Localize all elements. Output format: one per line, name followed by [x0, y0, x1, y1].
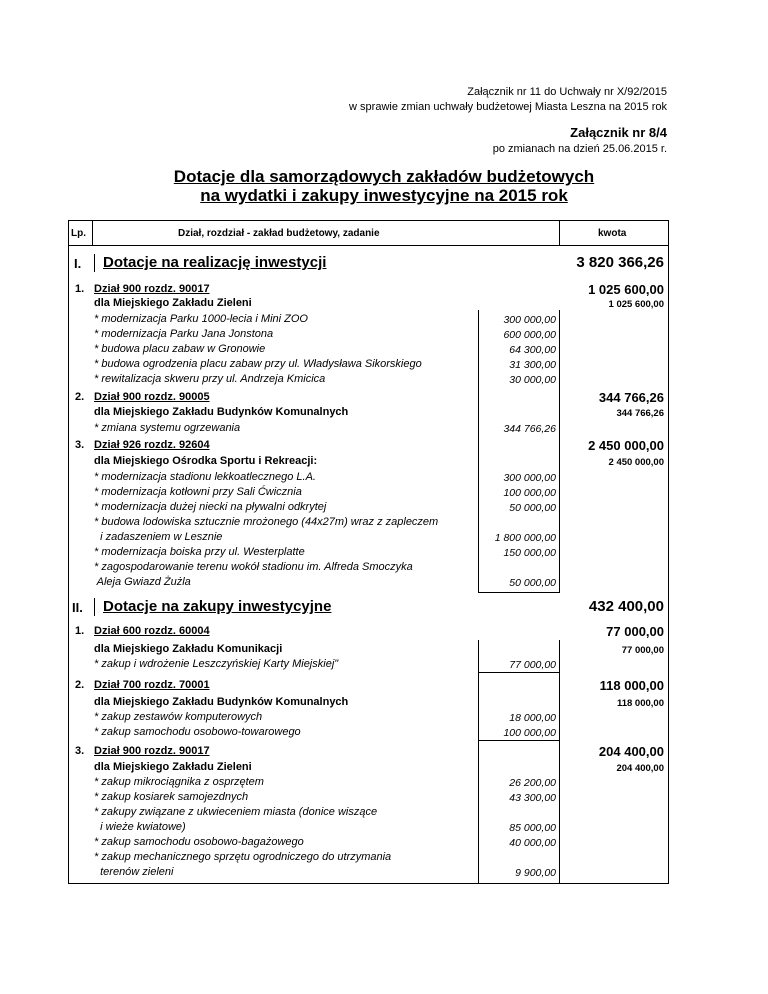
section-title: Dotacje na realizację inwestycji [103, 254, 327, 271]
task-text: * rewitalizacja skweru przy ul. Andrzeja Kmicica [94, 373, 326, 385]
task-text: Aleja Gwiazd Żużla [94, 576, 191, 588]
item-number: 1. [75, 625, 85, 637]
section-number: I. [74, 256, 82, 271]
task-text: * zakup i wdrożenie Leszczyńskiej Karty Miejskiej" [94, 658, 339, 670]
table-border-bottom [68, 883, 669, 884]
task-amount: 77 000,00 [509, 659, 556, 671]
task-text: * zakupy związane z ukwieceniem miasta (donice wiszące [94, 806, 378, 818]
section-title: Dotacje na zakupy inwestycyjne [103, 598, 332, 615]
col-header-description: Dział, rozdział - zakład budżetowy, zadanie [178, 228, 380, 239]
section-number: II. [72, 600, 83, 615]
amount-column-right-border-s2 [559, 640, 560, 884]
table-header-divider [68, 245, 669, 246]
col-header-lp: Lp. [71, 228, 86, 239]
item-number: 2. [75, 679, 85, 691]
page-title-line-2: na wydatki i zakupy inwestycyjne na 2015 rok [200, 186, 568, 205]
unit-subtotal: 204 400,00 [616, 763, 664, 774]
amount-column-divider-s2-2 [478, 740, 560, 741]
table-border-top [68, 220, 669, 221]
unit-subtotal: 344 766,26 [616, 408, 664, 419]
task-amount: 40 000,00 [509, 837, 556, 849]
attachment-number: Załącznik nr 8/4 [570, 125, 667, 140]
section-title-marker [94, 254, 95, 272]
item-dzial: Dział 900 rozdz. 90017 [94, 745, 210, 757]
unit-subtotal: 77 000,00 [621, 645, 664, 656]
task-amount: 344 766,26 [503, 423, 556, 435]
unit-name: dla Miejskiego Zakładu Komunikacji [94, 643, 283, 655]
unit-subtotal: 118 000,00 [616, 698, 664, 709]
item-total: 204 400,00 [598, 744, 664, 759]
unit-name: dla Miejskiego Zakładu Zieleni [94, 297, 252, 309]
item-number: 3. [75, 745, 85, 757]
task-amount: 9 900,00 [515, 867, 556, 879]
table-header-col-divider-1 [92, 220, 93, 246]
amount-column-right-border-s1 [559, 310, 560, 593]
task-amount: 43 300,00 [509, 792, 556, 804]
amount-column-bottom-s1 [478, 592, 560, 593]
task-text: * modernizacja dużej niecki na pływalni odkrytej [94, 501, 327, 513]
item-number: 1. [75, 283, 85, 295]
task-amount: 100 000,00 [503, 487, 556, 499]
task-amount: 85 000,00 [509, 822, 556, 834]
task-amount: 300 000,00 [503, 314, 556, 326]
task-amount: 64 300,00 [509, 344, 556, 356]
section-total: 3 820 366,26 [576, 254, 664, 271]
task-text: * modernizacja stadionu lekkoatlecznego L.A. [94, 471, 316, 483]
task-amount: 26 200,00 [509, 777, 556, 789]
item-dzial: Dział 600 rozdz. 60004 [94, 625, 210, 637]
task-text: terenów zieleni [94, 866, 174, 878]
item-dzial: Dział 926 rozdz. 92604 [94, 439, 210, 451]
item-dzial: Dział 900 rozdz. 90005 [94, 391, 210, 403]
task-text: i zadaszeniem w Lesznie [94, 531, 223, 543]
col-header-amount: kwota [598, 228, 627, 239]
task-amount: 100 000,00 [503, 727, 556, 739]
attachment-changes-date: po zmianach na dzień 25.06.2015 r. [492, 143, 667, 155]
task-amount: 600 000,00 [503, 329, 556, 341]
table-border-right [668, 220, 669, 884]
item-dzial: Dział 700 rozdz. 70001 [94, 679, 210, 691]
task-amount: 30 000,00 [509, 374, 556, 386]
amount-column-left-border-s2 [478, 640, 479, 884]
table-header-col-divider-2 [559, 220, 560, 246]
unit-name: dla Miejskiego Zakładu Budynków Komunalnych [94, 696, 349, 708]
task-amount: 1 800 000,00 [494, 532, 556, 544]
task-text: * modernizacja Parku Jana Jonstona [94, 328, 274, 340]
task-text: * zakup mechanicznego sprzętu ogrodniczego do utrzymania [94, 851, 392, 863]
section-title-marker [94, 598, 95, 616]
task-text: * zakup samochodu osobowo-towarowego [94, 726, 301, 738]
item-total: 77 000,00 [606, 624, 664, 639]
item-total: 1 025 600,00 [588, 282, 664, 297]
header-line-2: w sprawie zmian uchwały budżetowej Miasta Leszna na 2015 rok [349, 101, 667, 113]
task-text: * zmiana systemu ogrzewania [94, 422, 241, 434]
item-total: 2 450 000,00 [588, 438, 664, 453]
task-text: * zakup samochodu osobowo-bagażowego [94, 836, 304, 848]
amount-column-divider-s2-1 [478, 672, 560, 673]
unit-name: dla Miejskiego Ośrodka Sportu i Rekreacji: [94, 455, 318, 467]
item-total: 344 766,26 [598, 390, 664, 405]
task-amount: 18 000,00 [509, 712, 556, 724]
task-text: * modernizacja Parku 1000-lecia i Mini ZOO [94, 313, 308, 325]
item-dzial: Dział 900 rozdz. 90017 [94, 283, 210, 295]
task-amount: 50 000,00 [509, 577, 556, 589]
task-text: * zagospodarowanie terenu wokół stadionu im. Alfreda Smoczyka [94, 561, 413, 573]
task-text: * modernizacja boiska przy ul. Westerplatte [94, 546, 305, 558]
unit-subtotal: 2 450 000,00 [608, 457, 664, 468]
header-line-1: Załącznik nr 11 do Uchwały nr X/92/2015 [467, 86, 667, 98]
task-amount: 31 300,00 [509, 359, 556, 371]
item-number: 3. [75, 439, 85, 451]
task-text: * budowa placu zabaw w Gronowie [94, 343, 266, 355]
item-number: 2. [75, 391, 85, 403]
task-text: * zakup kosiarek samojezdnych [94, 791, 249, 803]
task-text: i wieże kwiatowe) [94, 821, 186, 833]
table-border-left [68, 220, 69, 884]
item-total: 118 000,00 [599, 678, 664, 693]
unit-subtotal: 1 025 600,00 [608, 299, 664, 310]
task-text: * zakup mikrociągnika z osprzętem [94, 776, 264, 788]
task-text: * zakup zestawów komputerowych [94, 711, 263, 723]
unit-name: dla Miejskiego Zakładu Budynków Komunalnych [94, 406, 349, 418]
task-text: * budowa lodowiska sztucznie mrożonego (44x27m) wraz z zapleczem [94, 516, 439, 528]
amount-column-left-border-s1 [478, 310, 479, 593]
task-amount: 300 000,00 [503, 472, 556, 484]
task-amount: 150 000,00 [503, 547, 556, 559]
section-total: 432 400,00 [588, 598, 664, 615]
unit-name: dla Miejskiego Zakładu Zieleni [94, 761, 252, 773]
task-text: * budowa ogrodzenia placu zabaw przy ul. Władysława Sikorskiego [94, 358, 422, 370]
task-amount: 50 000,00 [509, 502, 556, 514]
task-text: * modernizacja kotłowni przy Sali Ćwicznia [94, 486, 302, 498]
page-title-line-1: Dotacje dla samorządowych zakładów budżetowych [173, 167, 595, 186]
